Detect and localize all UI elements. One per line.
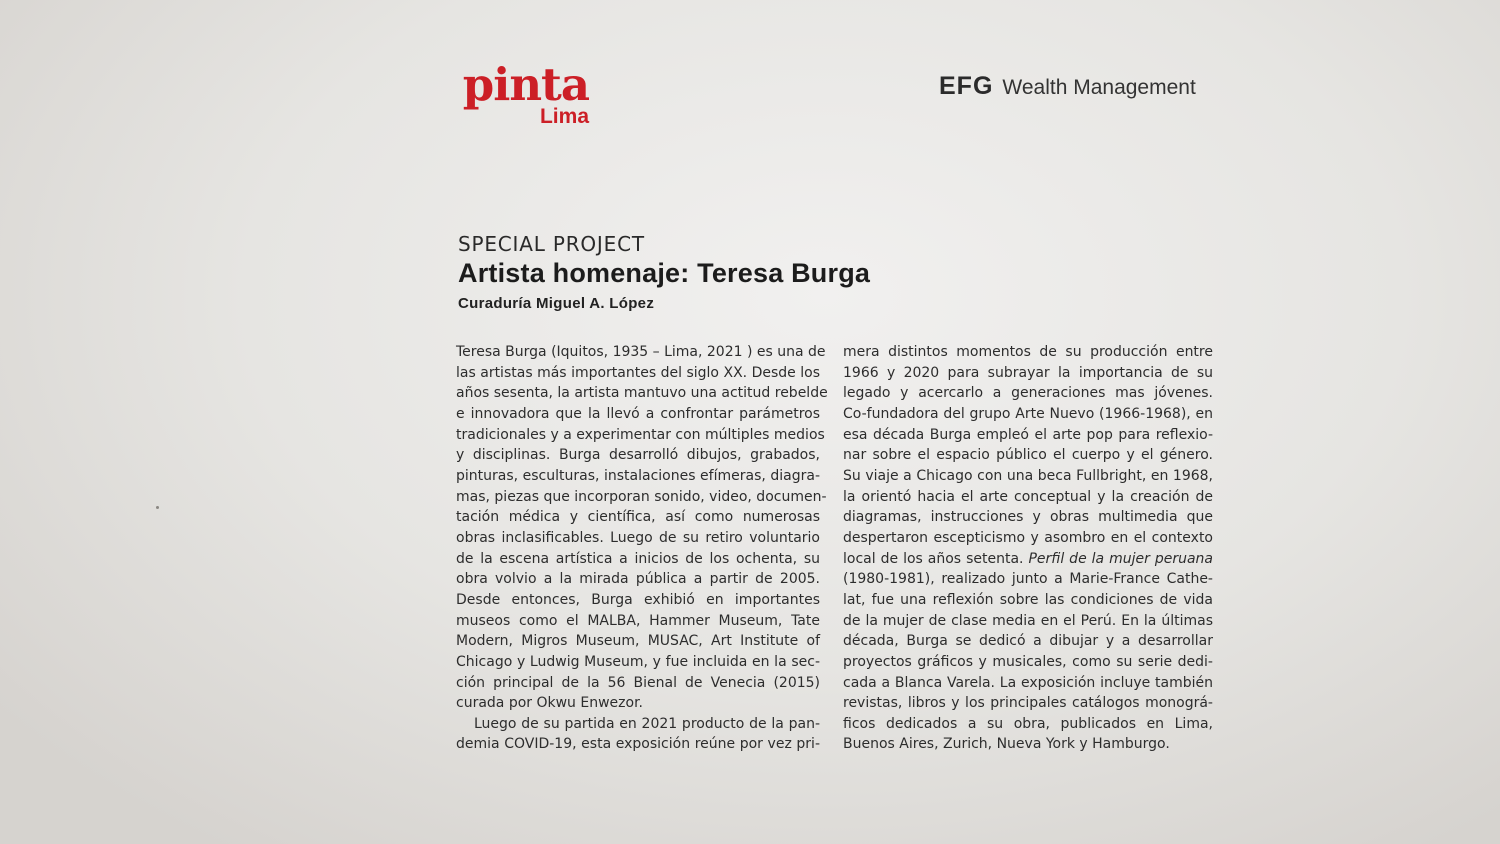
text-line: museos como el MALBA, Hammer Museum, Tate <box>456 612 820 629</box>
text-line: proyectos gráficos y musicales, como su serie dedi- <box>843 653 1213 670</box>
text-line: pinturas, esculturas, instalaciones efímeras, diagra- <box>456 467 820 484</box>
text-line: mera distintos momentos de su producción entre <box>843 344 1213 360</box>
text-line: de la escena artística a inicios de los ochenta, su <box>456 550 820 567</box>
text-line: las artistas más importantes del siglo XX. Desde los <box>456 364 820 381</box>
text-line: cada a Blanca Varela. La exposición incluye también <box>843 674 1213 691</box>
text-line: Chicago y Ludwig Museum, y fue incluida en la sec- <box>456 653 820 670</box>
text-line: de la mujer de clase media en el Perú. En la últimas <box>843 612 1213 629</box>
text-line: e innovadora que la llevó a confrontar parámetros <box>456 405 820 422</box>
exhibition-title: Artista homenaje: Teresa Burga <box>458 258 871 288</box>
text-fragment: local de los años setenta. <box>843 550 1024 567</box>
text-line: la orientó hacia el arte conceptual y la creación de <box>843 488 1213 505</box>
wall-mark <box>156 506 159 509</box>
text-line: revistas, libros y los principales catálogos monográ- <box>843 695 1213 712</box>
efg-logo-mark: EFG <box>939 72 994 100</box>
text-column-left <box>456 342 828 755</box>
text-line: Modern, Migros Museum, MUSAC, Art Institute of <box>456 633 820 650</box>
text-line: Teresa Burga (Iquitos, 1935 – Lima, 2021 ) es una de <box>456 344 826 360</box>
efg-logo-name: Wealth Management <box>1002 76 1196 99</box>
text-line: diagramas, instrucciones y obras multimedia que <box>843 509 1213 526</box>
efg-wealth-management-logo <box>939 72 1196 102</box>
text-line: 1966 y 2020 para subrayar la importancia de su <box>843 364 1213 381</box>
pinta-logo-city: Lima <box>539 105 589 128</box>
text-line: curada por Okwu Enwezor. <box>456 695 643 712</box>
text-line: tación médica y científica, así como numerosas <box>456 509 820 526</box>
pinta-logo-word: pinta <box>462 58 589 111</box>
text-line: nar sobre el espacio público el cuerpo y el género. <box>843 447 1213 464</box>
text-line: mas, piezas que incorporan sonido, video, documen- <box>456 488 827 505</box>
text-line: años sesenta, la artista mantuvo una actitud rebelde <box>456 385 828 402</box>
pinta-lima-logo <box>454 58 589 128</box>
text-line: demia COVID-19, esta exposición reúne por vez pri- <box>456 736 820 753</box>
text-line: Co-fundadora del grupo Arte Nuevo (1966-1968), en <box>843 405 1213 422</box>
text-line: obra volvio a la mirada pública a partir de 2005. <box>456 571 820 588</box>
text-column-right <box>843 342 1213 755</box>
text-line: ción principal de la 56 Bienal de Venecia (2015) <box>456 674 820 691</box>
text-line: Luego de su partida en 2021 producto de la pan- <box>474 715 820 732</box>
text-line: esa década Burga empleó el arte pop para reflexio- <box>843 426 1213 443</box>
text-line: legado y acercarlo a generaciones mas jóvenes. <box>843 385 1213 402</box>
text-line: década, Burga se dedicó a dibujar y a desarrollar <box>843 633 1213 650</box>
section-kicker: SPECIAL PROJECT <box>458 232 645 256</box>
text-line: tradicionales y a experimentar con múltiples medios <box>456 426 825 443</box>
curator-credit: Curaduría Miguel A. López <box>458 295 655 312</box>
text-line: obras inclasificables. Luego de su retiro voluntario <box>456 529 820 546</box>
artwork-title: Perfil de la mujer peruana <box>1028 550 1214 567</box>
text-line: despertaron escepticismo y asombro en el contexto <box>843 529 1213 546</box>
text-line: Buenos Aires, Zurich, Nueva York y Hamburgo. <box>843 736 1170 753</box>
text-line <box>843 549 1213 570</box>
text-line: Su viaje a Chicago con una beca Fullbright, en 1968, <box>843 467 1213 484</box>
text-line: lat, fue una reflexión sobre las condiciones de vida <box>843 591 1213 608</box>
text-line: y disciplinas. Burga desarrolló dibujos, grabados, <box>456 447 820 464</box>
text-line: Desde entonces, Burga exhibió en importantes <box>456 591 820 608</box>
text-line: (1980-1981), realizado junto a Marie-France Cathe- <box>843 571 1213 588</box>
text-line: ficos dedicados a su obra, publicados en Lima, <box>843 715 1213 732</box>
